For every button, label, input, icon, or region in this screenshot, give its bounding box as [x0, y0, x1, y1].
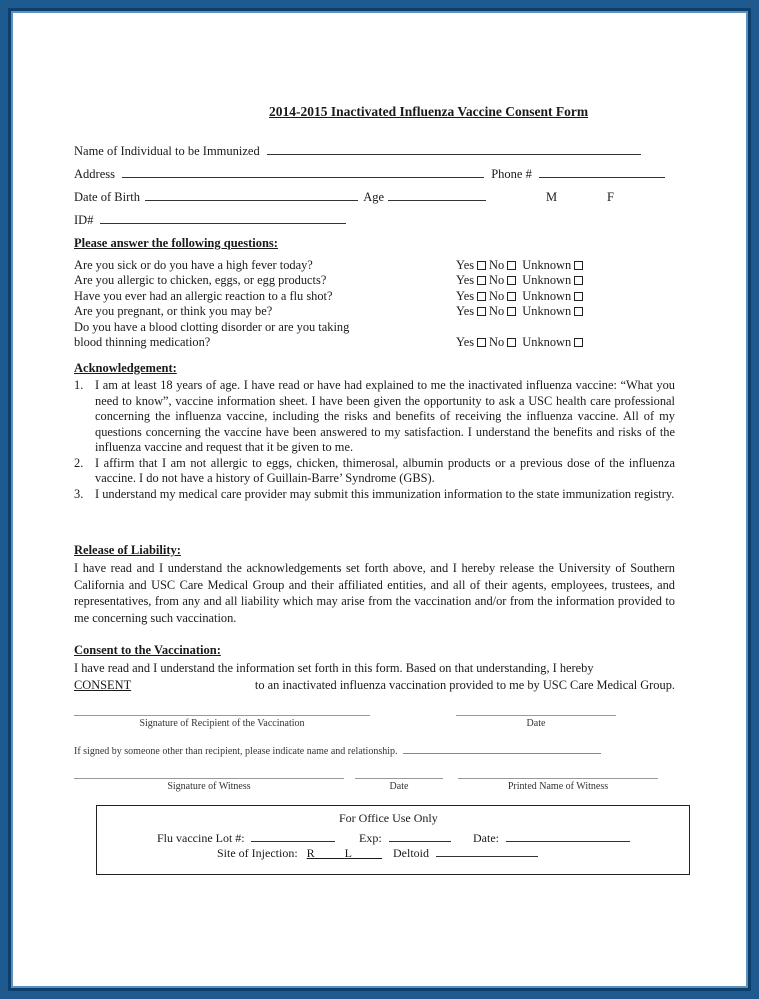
lot-row — [157, 831, 335, 846]
name-field-row — [74, 144, 641, 159]
address-input-line[interactable] — [122, 167, 484, 178]
acknowledgement-heading: Acknowledgement: — [74, 361, 177, 375]
release-heading: Release of Liability: — [74, 543, 181, 557]
witness-signature-line[interactable]: Signature of Witness — [74, 778, 344, 792]
question-2: Are you allergic to chicken, eggs, or egg products? — [74, 273, 327, 287]
answer-row-3 — [456, 289, 586, 304]
yes-checkbox[interactable] — [477, 338, 486, 347]
consent-text-rest: to an inactivated influenza vaccination provided to me by USC Care Medical Group. — [254, 678, 675, 692]
consent-text — [74, 660, 675, 694]
id-label: ID# — [74, 213, 94, 227]
answer-row-1 — [456, 258, 586, 273]
answer-row-5 — [456, 335, 586, 350]
dob-field-row — [74, 190, 486, 205]
office-use-heading: For Office Use Only — [339, 811, 438, 825]
exp-label: Exp: — [359, 831, 382, 845]
id-field-row — [74, 213, 346, 228]
questions-heading: Please answer the following questions: — [74, 236, 278, 250]
site-row — [217, 846, 538, 861]
date-row — [473, 831, 630, 846]
no-checkbox[interactable] — [507, 261, 516, 270]
recipient-date-line[interactable]: Date — [456, 715, 616, 729]
yes-label: Yes — [456, 289, 475, 303]
site-l-option[interactable]: L — [344, 846, 353, 860]
no-checkbox[interactable] — [507, 307, 516, 316]
unknown-label: Unknown — [522, 289, 572, 303]
acknowledgement-item-2: 2. I affirm that I am not allergic to eggs, chicken, thimerosal, albumin products or a previous dose of the influenza vaccine. I do not have a history of Guillain-Barre’ Syndrome (GBS). — [74, 455, 675, 485]
lot-input-line[interactable] — [251, 832, 335, 842]
no-checkbox[interactable] — [507, 338, 516, 347]
deltoid-label: Deltoid — [393, 846, 430, 860]
dob-label: Date of Birth — [74, 190, 140, 204]
acknowledgement-item-1-text: I am at least 18 years of age. I have read or have had explained to me the inactivated influenza vaccine: “What you need to know”, vaccine information sheet. I have been given the opportunity to ask a USC health care professional concerning the influenza vaccine, including the risks and benefits of receiving the influenza vaccine. All of my questions concerning the vaccine have been answered to my satisfaction. I understand the benefits and risks of the influenza vaccine and request that it be given to me. — [95, 378, 675, 454]
site-label: Site of Injection: — [217, 846, 298, 860]
unknown-label: Unknown — [522, 273, 572, 287]
question-4: Are you pregnant, or think you may be? — [74, 304, 273, 318]
other-signer-input-line[interactable] — [403, 745, 601, 754]
consent-text-line2 — [74, 677, 675, 694]
unknown-checkbox[interactable] — [574, 307, 583, 316]
no-label: No — [489, 273, 505, 287]
yes-checkbox[interactable] — [477, 261, 486, 270]
site-r-option[interactable]: R — [306, 846, 315, 860]
dob-input-line[interactable] — [145, 190, 358, 201]
yes-checkbox[interactable] — [477, 292, 486, 301]
name-label: Name of Individual to be Immunized — [74, 144, 260, 158]
address-label: Address — [74, 167, 115, 181]
deltoid-input-line[interactable] — [436, 847, 538, 857]
document-frame — [8, 8, 751, 991]
sex-f-option[interactable]: F — [607, 190, 614, 204]
office-date-label: Date: — [473, 831, 499, 845]
consent-form-page — [11, 11, 754, 994]
age-input-line[interactable] — [388, 190, 486, 201]
acknowledgement-item-2-text: I affirm that I am not allergic to eggs, chicken, thimerosal, albumin products or a previous dose of the influenza vaccine. I do not have a history of Guillain-Barre’ Syndrome (GBS). — [95, 455, 675, 485]
recipient-signature-line[interactable]: Signature of Recipient of the Vaccination — [74, 715, 370, 729]
id-input-line[interactable] — [100, 213, 346, 224]
no-checkbox[interactable] — [507, 292, 516, 301]
yes-label: Yes — [456, 258, 475, 272]
question-5-line1: Do you have a blood clotting disorder or are you taking — [74, 320, 350, 334]
consent-word: CONSENT — [74, 678, 132, 692]
question-3: Have you ever had an allergic reaction to a flu shot? — [74, 289, 333, 303]
no-label: No — [489, 289, 505, 303]
consent-heading: Consent to the Vaccination: — [74, 643, 221, 657]
no-checkbox[interactable] — [507, 276, 516, 285]
form-title: 2014-2015 Inactivated Influenza Vaccine Consent Form — [269, 104, 589, 119]
answer-row-2 — [456, 273, 586, 288]
acknowledgement-item-1: 1. I am at least 18 years of age. I have read or have had explained to me the inactivated influenza vaccine: “What you need to know”, vaccine information sheet. I have been given the opportunity to ask a USC health care professional concerning the influenza vaccine, including the risks and benefits of receiving the influenza vaccine. All of my questions concerning the vaccine have been answered to my satisfaction. I understand the benefits and risks of the influenza vaccine and request that it be given to me. — [74, 378, 675, 454]
age-label: Age — [363, 190, 385, 204]
unknown-checkbox[interactable] — [574, 338, 583, 347]
unknown-checkbox[interactable] — [574, 261, 583, 270]
other-signer-note: If signed by someone other than recipient, please indicate name and relationship. — [74, 746, 398, 757]
unknown-checkbox[interactable] — [574, 276, 583, 285]
address-field-row — [74, 167, 665, 182]
acknowledgement-item-3-text: I understand my medical care provider may submit this immunization information to the state immunization registry. — [95, 486, 675, 501]
unknown-label: Unknown — [522, 258, 572, 272]
acknowledgement-item-3: 3. I understand my medical care provider may submit this immunization information to the state immunization registry. — [74, 486, 675, 501]
yes-checkbox[interactable] — [477, 276, 486, 285]
yes-label: Yes — [456, 304, 475, 318]
phone-input-line[interactable] — [539, 167, 665, 178]
sex-m-option[interactable]: M — [546, 190, 558, 204]
name-input-line[interactable] — [267, 144, 641, 155]
yes-checkbox[interactable] — [477, 307, 486, 316]
question-5-line2: blood thinning medication? — [74, 335, 211, 349]
consent-text-line1: I have read and I understand the information set forth in this form. Based on that understanding, I hereby — [74, 661, 594, 675]
unknown-label: Unknown — [522, 304, 572, 318]
unknown-label: Unknown — [522, 335, 572, 349]
phone-label: Phone # — [491, 167, 532, 181]
unknown-checkbox[interactable] — [574, 292, 583, 301]
no-label: No — [489, 304, 505, 318]
office-date-input-line[interactable] — [506, 832, 630, 842]
other-signer-row — [74, 745, 601, 757]
no-label: No — [489, 335, 505, 349]
release-text: I have read and I understand the acknowledgements set forth above, and I hereby release the University of Southern California and USC Care Medical Group and their affiliated entities, and all of their agents, employees, trustees, and representatives, from any and all liability which may arise from the vaccination and/or from the information provided to me concerning such vaccination. — [74, 561, 675, 625]
acknowledgement-list — [74, 378, 675, 502]
exp-row — [359, 831, 451, 846]
no-label: No — [489, 258, 505, 272]
yes-label: Yes — [456, 335, 475, 349]
answer-row-4 — [456, 304, 586, 319]
printed-witness-line[interactable]: Printed Name of Witness — [458, 778, 658, 792]
question-1: Are you sick or do you have a high fever today? — [74, 258, 313, 272]
witness-date-line[interactable]: Date — [355, 778, 443, 792]
lot-label: Flu vaccine Lot #: — [157, 831, 245, 845]
exp-input-line[interactable] — [389, 832, 451, 842]
office-use-box — [96, 805, 690, 875]
yes-label: Yes — [456, 273, 475, 287]
